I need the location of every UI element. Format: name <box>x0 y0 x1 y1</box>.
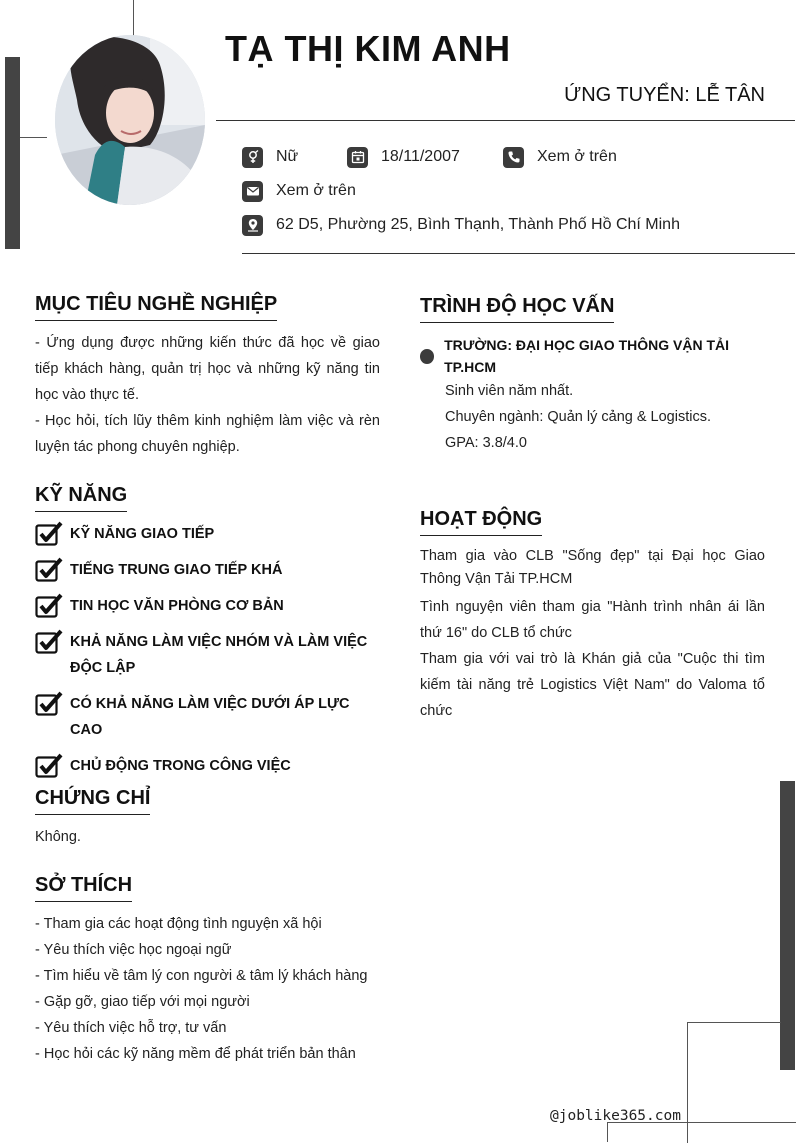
education-school-row <box>420 334 765 378</box>
objective-line: - Học hỏi, tích lũy thêm kinh nghiệm làm việc và rèn luyện tác phong chuyên nghiệp. <box>35 413 380 455</box>
info-divider <box>242 253 795 254</box>
map-pin-icon <box>242 215 263 236</box>
skill-item <box>35 557 380 583</box>
checkbox-check-icon <box>35 753 63 779</box>
skill-label: KHẢ NĂNG LÀM VIỆC NHÓM VÀ LÀM VIỆC ĐỘC LẬP <box>70 634 368 676</box>
header-divider <box>216 120 795 121</box>
gender-value: Nữ <box>276 148 299 165</box>
left-accent-bar <box>5 57 20 249</box>
hobby-item: - Học hỏi các kỹ năng mềm để phát triển bản thân <box>35 1046 356 1062</box>
activities-list <box>420 545 765 724</box>
education-details <box>445 378 765 456</box>
skill-item <box>35 629 380 681</box>
email-value: Xem ở trên <box>276 182 356 199</box>
activities-section <box>420 507 765 724</box>
hobby-item: - Yêu thích việc hỗ trợ, tư vấn <box>35 1020 227 1036</box>
skill-item <box>35 521 380 547</box>
applied-position: ỨNG TUYỂN: LỄ TÂN <box>564 84 765 106</box>
hobbies-list <box>35 911 380 1067</box>
skill-item <box>35 593 380 619</box>
checkbox-check-icon <box>35 557 63 583</box>
phone-value: Xem ở trên <box>537 148 617 165</box>
activity-item: Tham gia với vai trò là Khán giả của "Cuộc thi tìm kiếm tài năng trẻ Logistics Việt Nam" do Valoma tổ chức <box>420 651 765 719</box>
hobby-item: - Yêu thích việc học ngoại ngữ <box>35 942 232 958</box>
address-value: 62 D5, Phường 25, Bình Thạnh, Thành Phố Hồ Chí Minh <box>276 216 680 233</box>
objective-title: MỤC TIÊU NGHỀ NGHIỆP <box>35 292 277 321</box>
calendar-icon <box>347 147 368 168</box>
checkbox-check-icon <box>35 521 63 547</box>
skill-label: TIẾNG TRUNG GIAO TIẾP KHÁ <box>70 562 283 578</box>
hobby-item: - Gặp gỡ, giao tiếp với mọi người <box>35 994 250 1010</box>
info-email <box>242 180 356 202</box>
skill-item <box>35 691 380 743</box>
birthday-value: 18/11/2007 <box>381 148 460 165</box>
envelope-icon <box>242 181 263 202</box>
education-detail: Chuyên ngành: Quản lý cảng & Logistics. <box>445 409 711 425</box>
activity-item: Tình nguyện viên tham gia "Hành trình nhân ái lần thứ 16" do CLB tổ chức <box>420 599 765 641</box>
objective-line: - Ứng dụng được những kiến thức đã học về giao tiếp khách hàng, quản trị học và những kỹ năng tin học vào thực tế. <box>35 335 380 403</box>
left-decor-line <box>20 137 47 138</box>
objective-section <box>35 292 380 460</box>
education-detail: Sinh viên năm nhất. <box>445 383 574 399</box>
info-phone <box>503 146 617 168</box>
avatar-photo <box>55 35 205 205</box>
candidate-name: TẠ THỊ KIM ANH <box>225 28 511 69</box>
education-title: TRÌNH ĐỘ HỌC VẤN <box>420 294 614 323</box>
hobbies-section <box>35 873 380 1067</box>
hobbies-title: SỞ THÍCH <box>35 873 132 902</box>
hobby-item: - Tham gia các hoạt động tình nguyện xã hội <box>35 916 322 932</box>
certificates-title: CHỨNG CHỈ <box>35 786 150 815</box>
phone-icon <box>503 147 524 168</box>
hobby-item: - Tìm hiểu về tâm lý con người & tâm lý khách hàng <box>35 968 368 984</box>
info-address <box>242 214 680 236</box>
gender-icon <box>242 147 263 168</box>
right-accent-bar <box>780 781 795 1070</box>
bullet-dot-icon <box>420 349 434 364</box>
skills-list <box>35 521 380 779</box>
certificates-section <box>35 786 380 850</box>
skills-section <box>35 483 380 789</box>
checkbox-check-icon <box>35 629 63 655</box>
checkbox-check-icon <box>35 691 63 717</box>
education-detail: GPA: 3.8/4.0 <box>445 435 527 451</box>
info-gender <box>242 146 298 168</box>
skill-label: CÓ KHẢ NĂNG LÀM VIỆC DƯỚI ÁP LỰC CAO <box>70 696 350 738</box>
skill-label: CHỦ ĐỘNG TRONG CÔNG VIỆC <box>70 758 291 774</box>
education-section <box>420 294 765 456</box>
avatar <box>55 35 205 205</box>
activity-item: Tham gia vào CLB "Sống đẹp" tại Đại học Giao Thông Vận Tải TP.HCM <box>420 548 765 587</box>
skill-label: TIN HỌC VĂN PHÒNG CƠ BẢN <box>70 598 284 614</box>
watermark: @joblike365.com <box>550 1108 681 1124</box>
bottom-decor-tick <box>607 1122 608 1142</box>
skills-title: KỸ NĂNG <box>35 483 127 512</box>
info-birthday <box>347 146 460 168</box>
education-school: TRƯỜNG: ĐẠI HỌC GIAO THÔNG VẬN TẢI TP.HCM <box>444 337 730 375</box>
skill-label: KỸ NĂNG GIAO TIẾP <box>70 526 215 542</box>
skill-item <box>35 753 380 779</box>
top-decor-line <box>133 0 134 36</box>
checkbox-check-icon <box>35 593 63 619</box>
bottom-right-decor-box <box>687 1022 781 1143</box>
certificates-text: Không. <box>35 829 81 845</box>
activities-title: HOẠT ĐỘNG <box>420 507 542 536</box>
